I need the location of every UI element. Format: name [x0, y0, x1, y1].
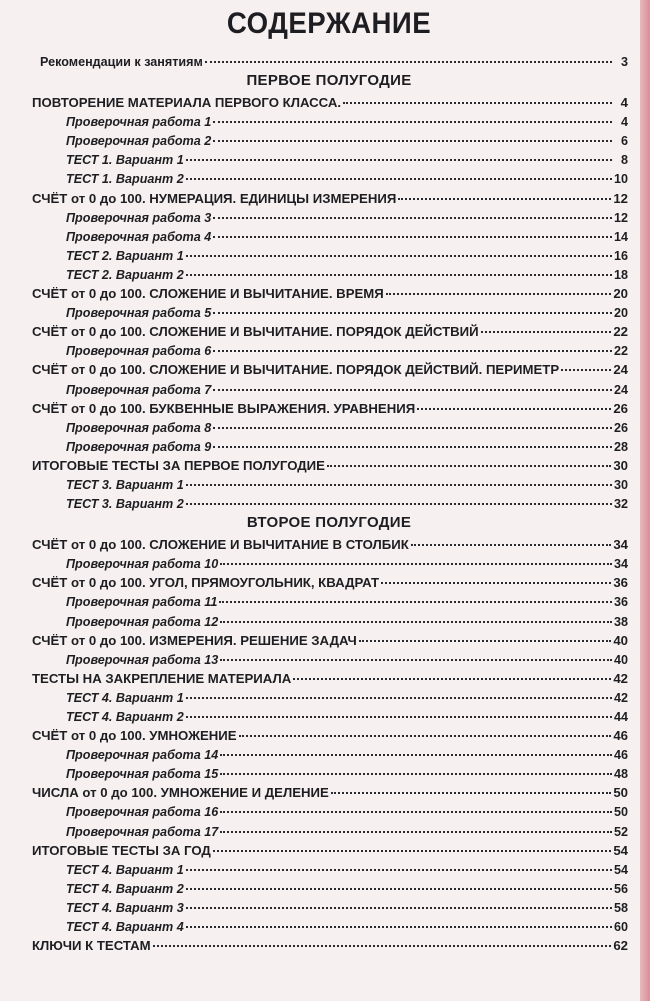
leader-dots	[186, 470, 612, 486]
leader-dots	[186, 912, 612, 928]
toc-page-number: 14	[613, 229, 628, 244]
toc-page-number: 20	[613, 286, 628, 302]
toc-entry-label: ПОВТОРЕНИЕ МАТЕРИАЛА ПЕРВОГО КЛАССА.	[32, 95, 342, 111]
toc-page-number: 20	[613, 306, 628, 321]
toc-page-number: 62	[613, 938, 628, 954]
toc-entry-label: ТЕСТ 2. Вариант 2	[66, 267, 184, 282]
toc-entry-label: Проверочная работа 14	[66, 748, 219, 763]
leader-dots	[398, 184, 611, 200]
toc-page-number: 48	[613, 767, 628, 782]
toc-entry-label: Проверочная работа 11	[66, 595, 218, 610]
leader-dots	[186, 683, 612, 699]
toc-entry-label: Проверочная работа 10	[66, 557, 219, 572]
toc-page-number: 50	[613, 785, 628, 801]
toc-page-number: 26	[613, 400, 628, 416]
leader-dots	[186, 241, 612, 257]
leader-dots	[411, 530, 612, 546]
leader-dots	[220, 607, 612, 623]
toc-page-number: 24	[613, 362, 628, 378]
toc-subentry[interactable]	[30, 492, 628, 511]
toc-page-number: 44	[613, 710, 628, 724]
toc-page-number: 4	[620, 95, 628, 111]
toc-entry-label: Проверочная работа 7	[66, 382, 212, 397]
leader-dots	[213, 836, 612, 852]
leader-dots	[327, 451, 611, 467]
toc-page-number: 24	[613, 382, 628, 397]
toc-entry-label: Проверочная работа 9	[66, 439, 212, 454]
toc-entry-label: Проверочная работа 4	[66, 229, 212, 244]
leader-dots	[186, 702, 612, 718]
toc-page-number: 60	[613, 920, 628, 935]
leader-dots	[186, 874, 612, 890]
leader-dots	[213, 375, 612, 391]
leader-dots	[213, 298, 612, 314]
toc-entry-label: СЧЁТ от 0 до 100. УМНОЖЕНИЕ	[32, 728, 237, 744]
leader-dots	[186, 489, 612, 505]
toc-entry-label: СЧЁТ от 0 до 100. НУМЕРАЦИЯ. ЕДИНИЦЫ ИЗМЕРЕНИЯ	[32, 190, 397, 206]
leader-dots	[239, 721, 612, 737]
leader-dots	[331, 778, 612, 794]
toc-entry-recommendations[interactable]	[30, 50, 628, 69]
toc-page-number: 16	[613, 248, 628, 263]
toc-page-number: 22	[613, 324, 628, 340]
toc-page-number: 6	[620, 134, 628, 149]
toc-page-number: 58	[613, 900, 628, 915]
toc-entry-label: Проверочная работа 13	[66, 652, 219, 667]
toc-entry-label: ТЕСТ 4. Вариант 2	[66, 710, 184, 724]
toc-entry-label: СЧЁТ от 0 до 100. СЛОЖЕНИЕ И ВЫЧИТАНИЕ. ПОРЯДОК ДЕЙСТВИЙ. ПЕРИМЕТР	[32, 362, 560, 378]
leader-dots	[186, 164, 612, 180]
toc-page-number: 8	[620, 153, 628, 168]
leader-dots	[186, 855, 612, 871]
toc-entry-label: Проверочная работа 3	[66, 210, 212, 225]
toc-page-number: 40	[613, 632, 628, 648]
toc-entry-label: ТЕСТ 2. Вариант 1	[66, 248, 184, 263]
toc-page-number: 36	[613, 595, 628, 610]
toc-section-entry[interactable]	[30, 934, 628, 953]
toc-page-number: 46	[613, 728, 628, 744]
toc-page-number: 18	[613, 267, 628, 282]
toc-entry-label: Рекомендации к занятиям	[40, 55, 203, 69]
toc-page-number: 22	[613, 344, 628, 359]
leader-dots	[343, 88, 612, 104]
toc-entry-label: ТЕСТ 4. Вариант 1	[66, 690, 184, 705]
toc-page-number: 38	[613, 614, 628, 629]
toc-page-number: 26	[613, 420, 628, 435]
toc-entry-label: ТЕСТ 4. Вариант 3	[66, 900, 184, 915]
toc-page-number: 30	[613, 457, 628, 473]
leader-dots	[220, 817, 612, 833]
toc-page-number: 42	[613, 690, 628, 705]
leader-dots	[153, 931, 612, 947]
toc-page-number: 3	[620, 55, 628, 69]
toc-entry-label: Проверочная работа 5	[66, 306, 212, 321]
toc-entry-label: ТЕСТ 1. Вариант 2	[66, 172, 184, 187]
toc-entry-label: ТЕСТ 4. Вариант 2	[66, 881, 184, 896]
leader-dots	[213, 126, 612, 142]
toc-entry-label: Проверочная работа 17	[66, 824, 219, 839]
toc-page-number: 34	[613, 537, 628, 553]
toc-page-number: 42	[613, 670, 628, 686]
toc-entry-label: ТЕСТ 3. Вариант 1	[66, 477, 184, 492]
toc-page-number: 56	[613, 881, 628, 896]
section-heading-second-half: ВТОРОЕ ПОЛУГОДИЕ	[246, 514, 412, 532]
leader-dots	[186, 260, 612, 276]
leader-dots	[186, 145, 612, 161]
leader-dots	[213, 107, 612, 123]
leader-dots	[213, 203, 612, 219]
page-edge	[640, 0, 650, 1001]
toc-entry-label: Проверочная работа 12	[66, 614, 219, 629]
toc-entry-label: Проверочная работа 15	[66, 767, 219, 782]
second-half-entries	[30, 533, 628, 953]
toc-page-number: 46	[613, 748, 628, 763]
leader-dots	[186, 893, 612, 909]
leader-dots	[213, 336, 612, 352]
leader-dots	[561, 355, 611, 371]
toc-page-number: 30	[613, 477, 628, 492]
toc-entry-label: СЧЁТ от 0 до 100. УГОЛ, ПРЯМОУГОЛЬНИК, КВАДРАТ	[32, 575, 380, 591]
page-title: СОДЕРЖАНИЕ	[226, 7, 432, 40]
toc-entry-label: КЛЮЧИ К ТЕСТАМ	[32, 938, 151, 954]
toc-entry-label: Проверочная работа 6	[66, 344, 212, 359]
toc-entry-label: ТЕСТЫ НА ЗАКРЕПЛЕНИЕ МАТЕРИАЛА	[32, 670, 292, 686]
toc-entry-label: СЧЁТ от 0 до 100. СЛОЖЕНИЕ И ВЫЧИТАНИЕ. ПОРЯДОК ДЕЙСТВИЙ	[32, 324, 479, 340]
toc-entry-label: СЧЁТ от 0 до 100. ИЗМЕРЕНИЯ. РЕШЕНИЕ ЗАДАЧ	[32, 632, 357, 648]
toc-entry-label: ТЕСТ 4. Вариант 4	[66, 920, 184, 935]
toc-entry-label: СЧЁТ от 0 до 100. СЛОЖЕНИЕ И ВЫЧИТАНИЕ. ВРЕМЯ	[32, 286, 384, 302]
toc-page-number: 32	[613, 497, 628, 512]
toc-entry-label: ТЕСТ 1. Вариант 1	[66, 153, 184, 168]
toc-page	[30, 0, 628, 1001]
toc-page-number: 12	[613, 210, 628, 225]
toc-page-number: 54	[613, 842, 628, 858]
leader-dots	[481, 317, 612, 333]
leader-dots	[293, 664, 611, 680]
leader-dots	[213, 413, 612, 429]
leader-dots	[213, 432, 612, 448]
toc-entry-label: ИТОГОВЫЕ ТЕСТЫ ЗА ГОД	[32, 842, 211, 858]
toc-page-number: 10	[613, 172, 628, 187]
toc-entry-label: СЧЁТ от 0 до 100. БУКВЕННЫЕ ВЫРАЖЕНИЯ. УРАВНЕНИЯ	[32, 400, 416, 416]
leader-dots	[220, 759, 612, 775]
leader-dots	[220, 797, 612, 813]
leader-dots	[381, 568, 611, 584]
leader-dots	[220, 645, 612, 661]
toc-page-number: 36	[613, 575, 628, 591]
toc-page-number: 40	[613, 652, 628, 667]
toc-entry-label: Проверочная работа 8	[66, 420, 212, 435]
toc-list	[30, 50, 628, 953]
toc-page-number: 12	[613, 190, 628, 206]
leader-dots	[220, 740, 612, 756]
leader-dots	[220, 549, 612, 565]
leader-dots	[359, 626, 612, 642]
leader-dots	[417, 394, 611, 410]
toc-entry-label: ИТОГОВЫЕ ТЕСТЫ ЗА ПЕРВОЕ ПОЛУГОДИЕ	[32, 457, 325, 473]
toc-entry-label: СЧЁТ от 0 до 100. СЛОЖЕНИЕ И ВЫЧИТАНИЕ В СТОЛБИК	[32, 537, 409, 553]
toc-entry-label: ТЕСТ 4. Вариант 1	[66, 862, 184, 877]
first-half-entries	[30, 91, 628, 511]
toc-subentry[interactable]	[30, 339, 628, 358]
toc-entry-label: Проверочная работа 1	[66, 115, 212, 130]
leader-dots	[213, 222, 612, 238]
leader-dots	[386, 279, 612, 295]
toc-entry-label: ЧИСЛА от 0 до 100. УМНОЖЕНИЕ И ДЕЛЕНИЕ	[32, 785, 329, 801]
toc-page-number: 52	[613, 824, 628, 839]
toc-entry-label: ТЕСТ 3. Вариант 2	[66, 497, 184, 512]
section-heading-first-half: ПЕРВОЕ ПОЛУГОДИЕ	[246, 72, 412, 90]
toc-page-number: 4	[620, 115, 628, 130]
toc-entry-label: Проверочная работа 2	[66, 134, 212, 149]
toc-page-number: 28	[613, 439, 628, 454]
leader-dots	[219, 587, 612, 603]
toc-page-number: 54	[613, 862, 628, 877]
toc-page-number: 34	[613, 557, 628, 572]
toc-entry-label: Проверочная работа 16	[66, 805, 219, 820]
toc-page-number: 50	[613, 805, 628, 820]
leader-dots	[205, 47, 612, 63]
